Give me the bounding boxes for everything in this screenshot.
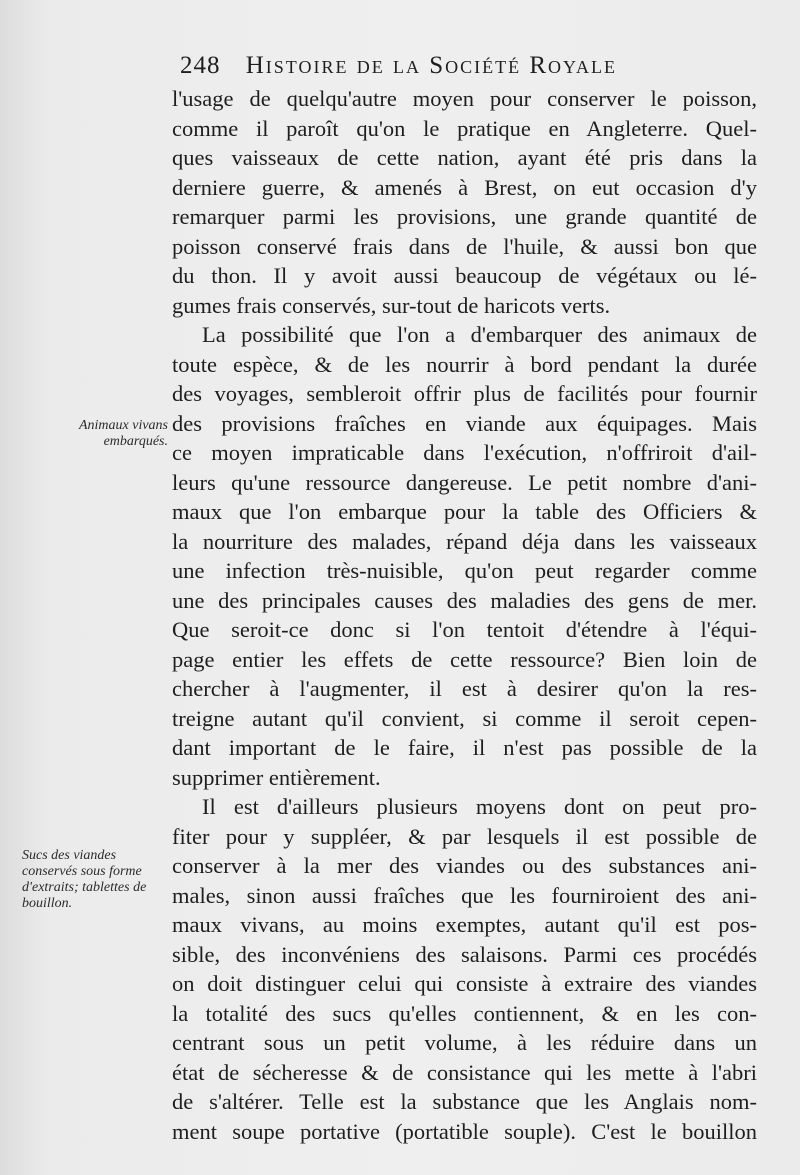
text-line: du thon. Il y avoit aussi beaucoup de végétaux ou lé- [172,263,757,288]
text-line: de s'altérer. Telle est la substance que les Anglais nom- [172,1089,757,1114]
text-line: sible, des inconvéniens des salaisons. Parmi ces procédés [172,941,757,967]
text-line: l'usage de quelqu'autre moyen pour conserver le poisson, [172,86,757,111]
margin-note-meat-extracts: Sucs des viandes conservés sous forme d'extraits; tablettes de bouillon. [22,848,147,911]
body-text [172,84,757,1146]
text-line: comme il paroît qu'on le pratique en Angleterre. Quel- [172,115,757,141]
text-line: page entier les effets de cette ressource? Bien loin de [172,646,757,672]
text-line: maux que l'on embarque pour la table des Officiers & [172,499,757,524]
text-line: supprimer entièrement. [172,764,381,790]
text-line: état de sécheresse & de consistance qui les mette à l'abri [172,1059,757,1085]
text-line: chercher à l'augmenter, il est à desirer qu'on la res- [172,676,757,701]
text-line: ques vaisseaux de cette nation, ayant été pris dans la [172,145,757,170]
text-line: ce moyen impraticable dans l'exécution, n'offriroit d'ail- [172,440,757,465]
running-head [180,52,780,84]
text-line: toute espèce, & de les nourrir à bord pendant la durée [172,351,757,377]
text-line: gumes frais conservés, sur-tout de haricots verts. [172,292,611,318]
text-line: poisson conservé frais dans de l'huile, & aussi bon que [172,233,757,259]
text-line: la totalité des sucs qu'elles contiennent, & en les con- [172,1000,757,1026]
text-line: une infection très-nuisible, qu'on peut regarder comme [172,558,757,583]
text-line: remarquer parmi les provisions, une grande quantité de [172,204,757,229]
text-line: derniere guerre, & amenés à Brest, on eut occasion d'y [172,174,757,200]
page-title: Histoire de la Société Royale [245,52,618,79]
page-number: 248 [180,52,221,79]
margin-note-live-animals: Animaux vivans embarqués. [78,418,168,449]
text-line: ment soupe portative (portatible souple). C'est le bouillon [172,1118,757,1144]
text-line: males, sinon aussi fraîches que les fourniroient des ani- [172,882,757,908]
text-line: treigne autant qu'il convient, si comme il seroit cepen- [172,705,757,731]
text-line: on doit distinguer celui qui consiste à extraire des viandes [172,971,757,996]
text-line: La possibilité que l'on a d'embarquer des animaux de [202,322,757,347]
text-line: la nourriture des malades, répand déja dans les vaisseaux [172,528,757,554]
text-line: maux vivans, au moins exemptes, autant qu'il est pos- [172,912,757,937]
text-line: leurs qu'une ressource dangereuse. Le petit nombre d'ani- [172,469,757,495]
text-line: des voyages, sembleroit offrir plus de facilités pour fournir [172,381,757,406]
text-line: Que seroit-ce donc si l'on tentoit d'étendre à l'équi- [172,617,757,642]
text-line: une des principales causes des maladies des gens de mer. [172,587,757,613]
text-line: dant important de le faire, il n'est pas possible de la [172,735,757,760]
text-line: centrant sous un petit volume, à les réduire dans un [172,1030,757,1055]
text-line: Il est d'ailleurs plusieurs moyens dont on peut pro- [202,794,757,819]
text-line: des provisions fraîches en viande aux équipages. Mais [172,410,757,436]
text-line: fiter pour y suppléer, & par lesquels il est possible de [172,823,757,849]
text-line: conserver à la mer des viandes ou des substances ani- [172,853,757,878]
